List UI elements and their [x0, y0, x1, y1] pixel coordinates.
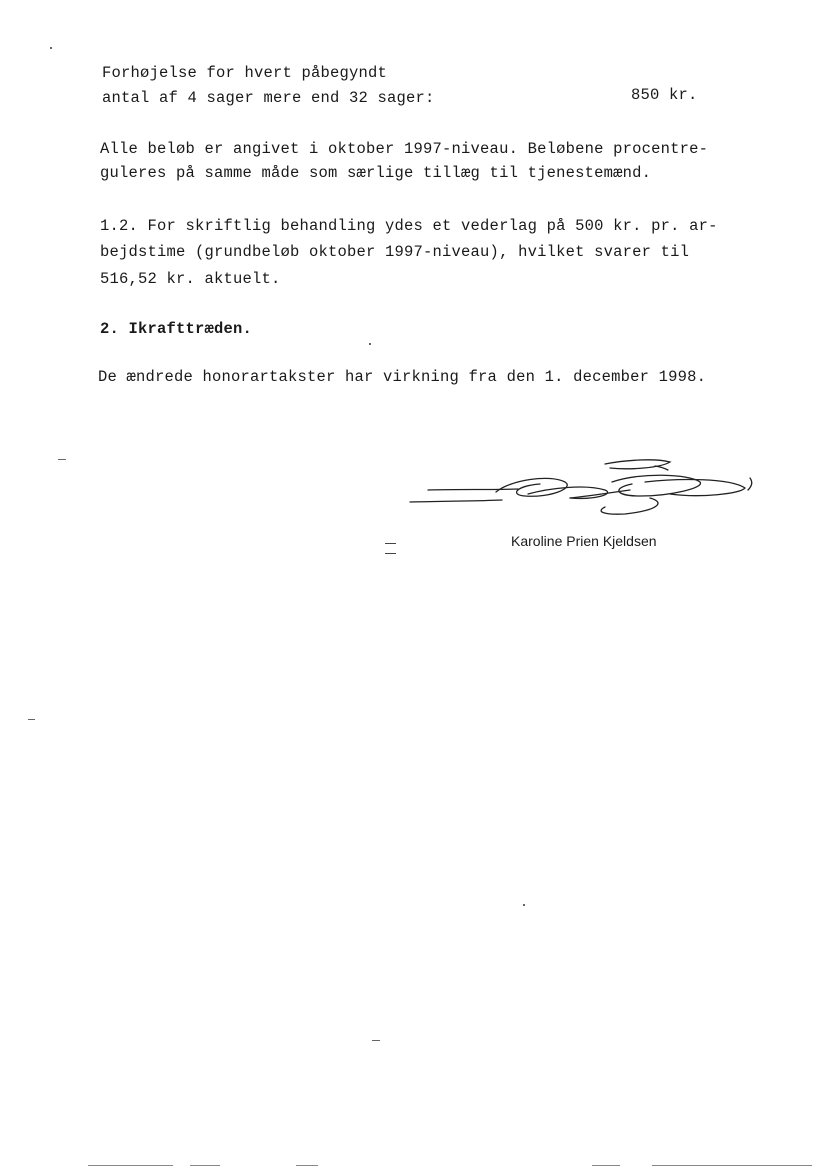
signer-name: Karoline Prien Kjeldsen	[511, 533, 657, 549]
paragraph-3-line-1: De ændrede honorartakster har virkning fra den 1. december 1998.	[98, 368, 707, 386]
footer-rule	[88, 1165, 173, 1166]
footer-rule	[652, 1165, 812, 1166]
paragraph-2-line-3: 516,52 kr. aktuelt.	[100, 270, 281, 288]
scan-speck	[523, 904, 525, 906]
scan-speck	[369, 343, 371, 345]
scan-speck	[28, 719, 35, 720]
scan-speck	[58, 459, 66, 460]
fee-label-line-1: Forhøjelse for hvert påbegyndt	[102, 64, 388, 82]
footer-rule	[296, 1165, 318, 1166]
fee-amount: 850 kr.	[631, 86, 698, 104]
footer-rule	[190, 1165, 220, 1166]
paragraph-1-line-1: Alle beløb er angivet i oktober 1997-niveau. Beløbene procentre-	[100, 140, 709, 158]
scan-speck	[372, 1040, 380, 1041]
fee-label-line-2: antal af 4 sager mere end 32 sager:	[102, 89, 435, 107]
scan-speck	[50, 47, 52, 49]
handwritten-signature	[400, 452, 760, 522]
footer-rule	[592, 1165, 620, 1166]
paragraph-2-line-1: 1.2. For skriftlig behandling ydes et vederlag på 500 kr. pr. ar-	[100, 217, 718, 235]
margin-mark	[385, 543, 396, 557]
paragraph-1-line-2: guleres på samme måde som særlige tillæg til tjenestemænd.	[100, 164, 652, 182]
paragraph-2-line-2: bejdstime (grundbeløb oktober 1997-niveau), hvilket svarer til	[100, 243, 690, 261]
section-heading: 2. Ikrafttræden.	[100, 320, 253, 338]
